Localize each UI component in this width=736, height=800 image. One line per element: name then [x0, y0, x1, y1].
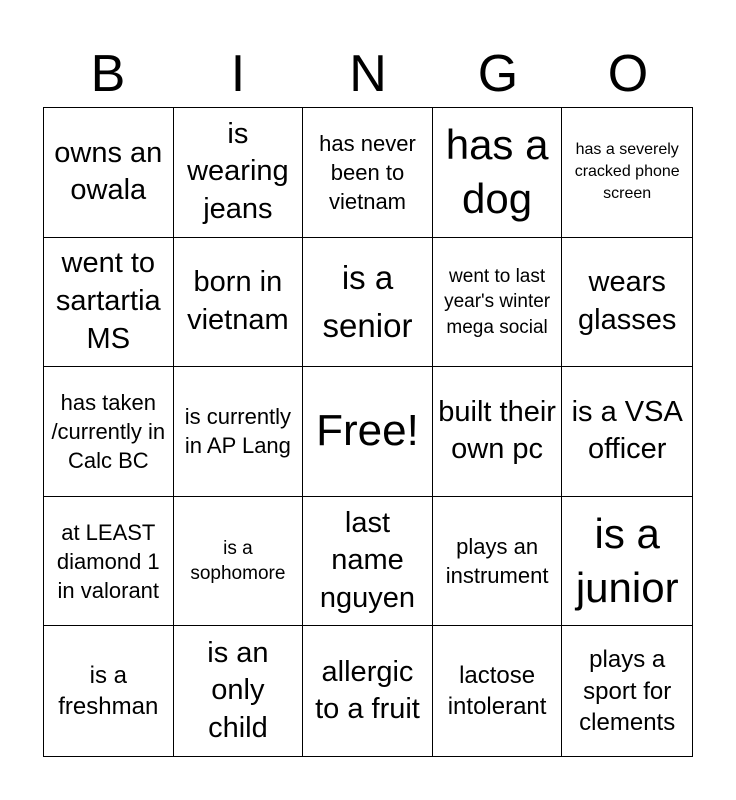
bingo-cell-g1[interactable]: has a dog	[433, 108, 563, 238]
bingo-cell-i4[interactable]: is a sophomore	[174, 497, 304, 627]
bingo-cell-i1[interactable]: is wearing jeans	[174, 108, 304, 238]
bingo-cell-g4[interactable]: plays an instrument	[433, 497, 563, 627]
bingo-cell-o2[interactable]: wears glasses	[562, 238, 692, 368]
bingo-cell-i3[interactable]: is currently in AP Lang	[174, 367, 304, 497]
bingo-cell-b5[interactable]: is a freshman	[44, 626, 174, 756]
bingo-cell-o4[interactable]: is a junior	[562, 497, 692, 627]
bingo-cell-b3[interactable]: has taken /currently in Calc BC	[44, 367, 174, 497]
bingo-cell-o1[interactable]: has a severely cracked phone screen	[562, 108, 692, 238]
header-letter-o: O	[607, 45, 649, 103]
free-space[interactable]: Free!	[303, 367, 433, 497]
bingo-cell-n4[interactable]: last name nguyen	[303, 497, 433, 627]
header-letter-b: B	[90, 45, 126, 103]
bingo-cell-o3[interactable]: is a VSA officer	[562, 367, 692, 497]
bingo-cell-b1[interactable]: owns an owala	[44, 108, 174, 238]
bingo-cell-b2[interactable]: went to sartartia MS	[44, 238, 174, 368]
bingo-cell-n1[interactable]: has never been to vietnam	[303, 108, 433, 238]
bingo-cell-i2[interactable]: born in vietnam	[174, 238, 304, 368]
header-letter-g: G	[477, 45, 519, 103]
bingo-cell-g2[interactable]: went to last year's winter mega social	[433, 238, 563, 368]
header-letter-i: I	[230, 45, 246, 103]
bingo-cell-n2[interactable]: is a senior	[303, 238, 433, 368]
bingo-cell-i5[interactable]: is an only child	[174, 626, 304, 756]
header-letter-n: N	[349, 45, 387, 103]
bingo-cell-b4[interactable]: at LEAST diamond 1 in valorant	[44, 497, 174, 627]
bingo-cell-g3[interactable]: built their own pc	[433, 367, 563, 497]
bingo-cell-o5[interactable]: plays a sport for clements	[579, 646, 676, 736]
bingo-header	[43, 40, 693, 108]
bingo-grid	[43, 107, 693, 757]
bingo-cell-n5[interactable]: allergic to a fruit	[303, 626, 433, 756]
bingo-cell-g5[interactable]: lactose intolerant	[433, 626, 563, 756]
